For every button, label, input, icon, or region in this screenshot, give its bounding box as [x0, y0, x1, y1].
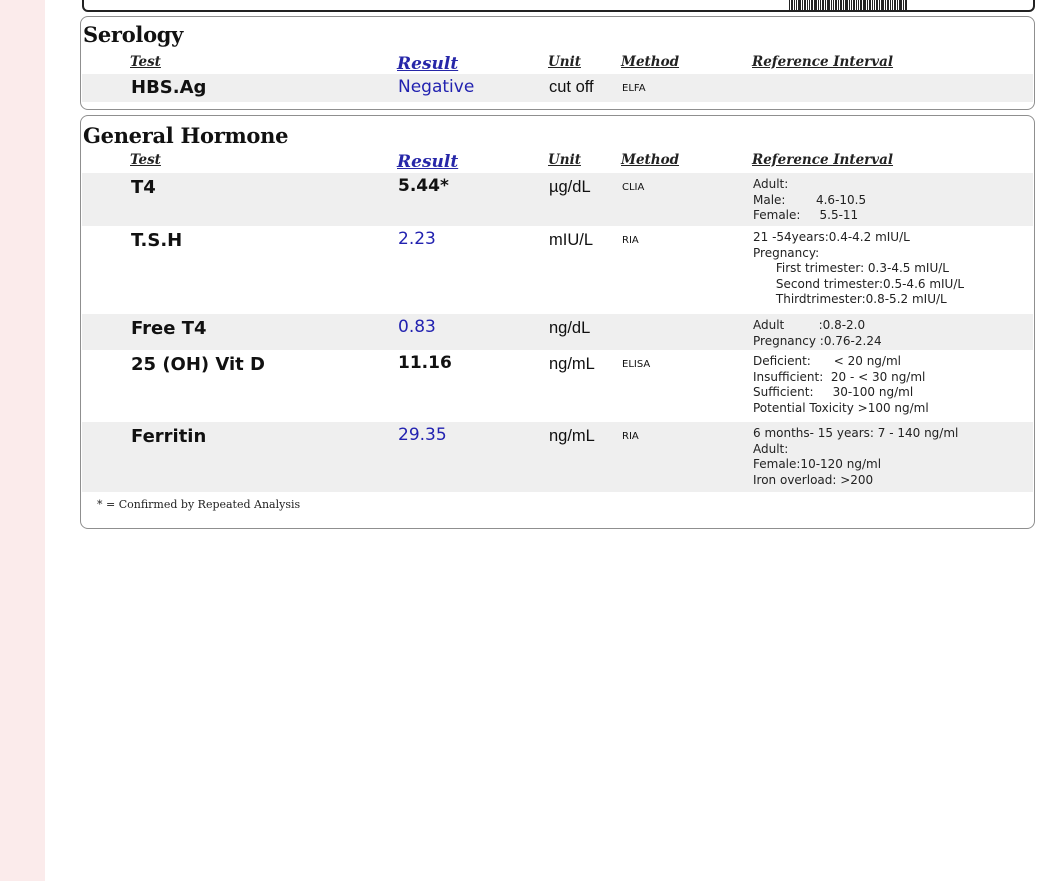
result-value: 0.83 [398, 317, 436, 337]
test-name: T4 [131, 177, 156, 198]
col-header-test: Test [130, 54, 161, 70]
table-row [82, 74, 1033, 102]
col-header-method: Method [621, 54, 680, 70]
unit: ng/mL [549, 427, 595, 445]
unit: ng/mL [549, 355, 595, 373]
test-name: T.S.H [131, 230, 183, 251]
method: ELFA [622, 83, 646, 94]
test-name: Free T4 [131, 318, 207, 339]
reference-interval: Adult: Male: 4.6-10.5 Female: 5.5-11 [753, 177, 867, 222]
col-header-unit: Unit [548, 152, 581, 168]
section-title: General Hormone [83, 123, 289, 148]
col-header-unit: Unit [548, 54, 581, 70]
col-header-method: Method [621, 152, 680, 168]
method: RIA [622, 235, 639, 246]
col-header-reference: Reference Interval [752, 152, 894, 168]
reference-interval: Adult :0.8-2.0 Pregnancy :0.76-2.24 [753, 318, 882, 348]
table-row [82, 173, 1033, 226]
reference-interval: Deficient: < 20 ng/ml Insufficient: 20 - < 30 ng/ml Sufficient: 30-100 ng/ml Potential Toxicity >100 ng/ml [753, 354, 929, 415]
serology-section [80, 16, 1035, 110]
col-header-test: Test [130, 152, 161, 168]
footnote: * = Confirmed by Repeated Analysis [97, 498, 301, 511]
unit: ng/dL [549, 319, 591, 337]
test-name: HBS.Ag [131, 77, 207, 98]
result-value: 11.16 [398, 353, 452, 373]
test-name: Ferritin [131, 426, 207, 447]
unit: µg/dL [549, 178, 591, 196]
result-value: Negative [398, 77, 475, 97]
table-row [82, 226, 1033, 314]
unit: mIU/L [549, 231, 594, 249]
result-value: 5.44* [398, 176, 449, 196]
reference-interval: 6 months- 15 years: 7 - 140 ng/ml Adult: Female:10-120 ng/ml Iron overload: >200 [753, 426, 959, 487]
test-name: 25 (OH) Vit D [131, 354, 265, 375]
result-value: 2.23 [398, 229, 436, 249]
left-margin-strip [0, 0, 45, 881]
method: CLIA [622, 182, 645, 193]
reference-interval: 21 -54years:0.4-4.2 mIU/L Pregnancy: First trimester: 0.3-4.5 mIU/L Second trimester:0.5-4.6 mIU/L Thirdtrimester:0.8-5.2 mIU/L [753, 230, 965, 306]
unit: cut off [549, 78, 594, 96]
report-header-box [82, 0, 1035, 12]
section-title: Serology [83, 22, 184, 47]
result-value: 29.35 [398, 425, 447, 445]
col-header-result: Result [397, 54, 459, 74]
general-hormone-section [80, 115, 1035, 529]
table-row [82, 422, 1033, 492]
method: ELISA [622, 359, 651, 370]
barcode-image [789, 0, 961, 12]
method: RIA [622, 431, 639, 442]
table-row [82, 350, 1033, 422]
table-row [82, 314, 1033, 350]
col-header-result: Result [397, 152, 459, 172]
col-header-reference: Reference Interval [752, 54, 894, 70]
